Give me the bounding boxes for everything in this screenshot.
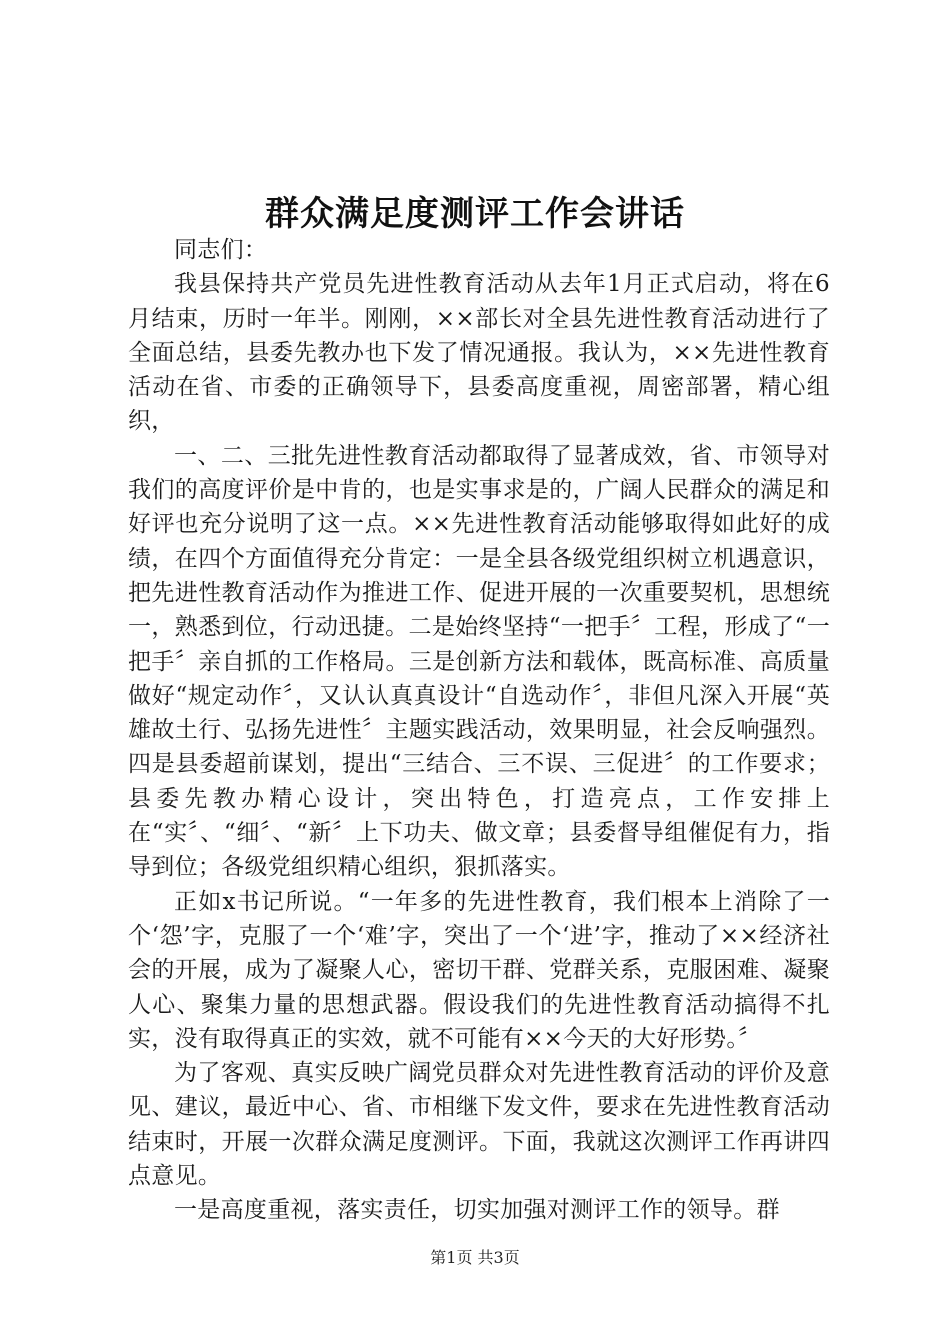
paragraph: 我县保持共产党员先进性教育活动从去年1月正式启动，将在6月结束，历时一年半。刚刚，××部长对全县先进性教育活动进行了全面总结，县委先教办也下发了情况通报。我认为，××先进性教育活动在省、市委的正确领导下，县委高度重视，周密部署，精心组织， xyxy=(128,271,830,435)
document-body xyxy=(128,233,830,1228)
paragraph: 一是高度重视，落实责任，切实加强对测评工作的领导。群 xyxy=(174,1197,780,1224)
paragraph: 为了客观、真实反映广阔党员群众对先进性教育活动的评价及意见、建议，最近中心、省、市相继下发文件，要求在先进性教育活动结束时，开展一次群众满足度测评。下面，我就这次测评工作再讲四点意见。 xyxy=(128,1060,830,1190)
document-title: 群众满足度测评工作会讲话 xyxy=(265,194,685,234)
paragraph: 一、二、三批先进性教育活动都取得了显著成效，省、市领导对我们的高度评价是中肯的，也是实事求是的，广阔人民群众的满足和好评也充分说明了这一点。××先进性教育活动能够取得如此好的成绩，在四个方面值得充分肯定：一是全县各级党组织树立机遇意识，把先进性教育活动作为推进工作、促进开展的一次重要契机，思想统一，熟悉到位，行动迅捷。二是始终坚持“一把手〞工程，形成了“一把手〞亲自抓的工作格局。三是创新方法和载体，既高标准、高质量做好“规定动作〞，又认认真真设计“自选动作〞，非但凡深入开展“英雄故土行、弘扬先进性〞主题实践活动，效果明显，社会反响强烈。四是县委超前谋划，提出“三结合、三不误、三促进〞的工作要求；县委先教办精心设计，突出特色，打造亮点，工作安排上在“实〞、“细〞、“新〞上下功夫、做文章；县委督导组催促有力，指导到位；各级党组织精心组织，狠抓落实。 xyxy=(128,442,830,881)
page-footer: 第1页 共3页 xyxy=(430,1248,520,1267)
paragraph: 正如x书记所说。“一年多的先进性教育，我们根本上消除了一个‘怨’字，克服了一个‘难’字，突出了一个‘进’字，推动了××经济社会的开展，成为了凝聚人心，密切干群、党群关系，克服困难、凝聚人心、聚集力量的思想武器。假设我们的先进性教育活动搞得不扎实，没有取得真正的实效，就不可能有××今天的大好形势。〞 xyxy=(128,888,830,1052)
salutation: 同志们： xyxy=(174,237,268,263)
